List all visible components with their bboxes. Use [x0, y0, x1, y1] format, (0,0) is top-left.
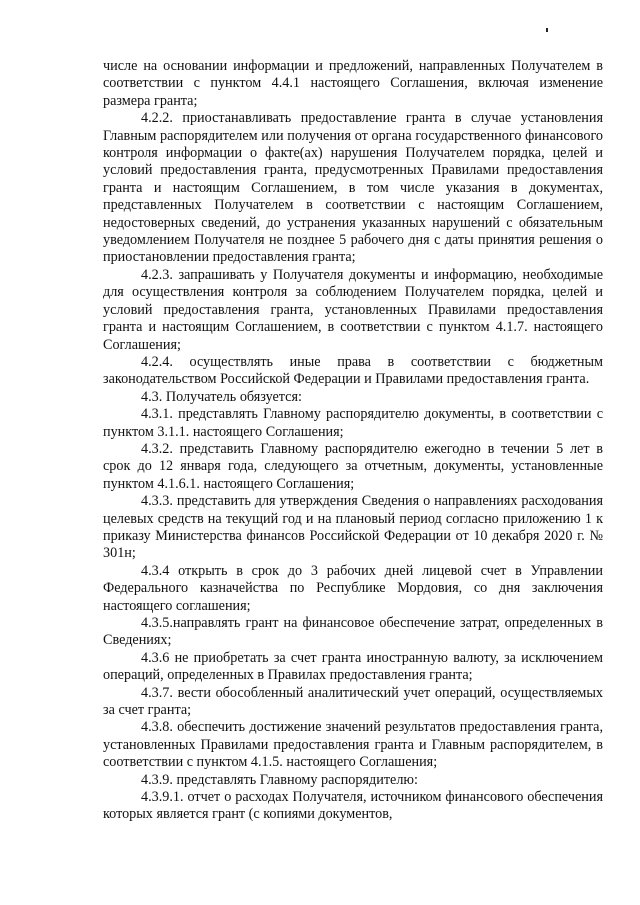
paragraph-4-2-2: 4.2.2. приостанавливать предоставление гранта в случае установления Главным распорядителем или получения от органа государственного финансового контроля информации о факте(ах) нарушения Получателем порядка, целей и условий предоставления гранта, предусмотренных Правилами предоставления гранта и настоящим Соглашением, в том числе указания в документах, представленных Получателем в соответствии с настоящим Соглашением, недостоверных сведений, до устранения указанных нарушений с обязательным уведомлением Получателя не позднее 5 рабочего дня с даты принятия решения о приостановлении предоставления гранта; [103, 110, 603, 266]
document-body [103, 58, 603, 824]
paragraph-4-3-3: 4.3.3. представить для утверждения Сведения о направлениях расходования целевых средств на текущий год и на плановый период согласно приложению 1 к приказу Министерства финансов Российской Федерации от 10 декабря 2020 г. № 301н; [103, 493, 603, 562]
paragraph-4-3-7: 4.3.7. вести обособленный аналитический учет операций, осуществляемых за счет гранта; [103, 684, 603, 719]
paragraph-4-3-5: 4.3.5.направлять грант на финансовое обеспечение затрат, определенных в Сведениях; [103, 615, 603, 649]
paragraph-4-2-3: 4.2.3. запрашивать у Получателя документы и информацию, необходимые для осуществления контроля за соблюдением Получателем порядка, целей и условий предоставления гранта, установленных Правилами предоставления гранта и настоящим Соглашением, в соответствии с пунктом 4.1.7. настоящего Соглашения; [103, 266, 603, 353]
paragraph-4-3-6: 4.3.6 не приобретать за счет гранта иностранную валюту, за исключением операций, определенных в Правилах предоставления гранта; [103, 649, 603, 684]
paragraph-4-3-9: 4.3.9. представлять Главному распорядителю: [141, 771, 418, 788]
paragraph-4-3-9-1: 4.3.9.1. отчет о расходах Получателя, источником финансового обеспечения которых является грант (с копиями документов, [103, 789, 603, 823]
paragraph-4-2-4: 4.2.4. осуществлять иные права в соответствии с бюджетным законодательством Российской Федерации и Правилами предоставления гранта. [103, 353, 603, 388]
paragraph-4-3: 4.3. Получатель обязуется: [141, 388, 302, 405]
paragraph-4-3-1: 4.3.1. представлять Главному распорядителю документы, в соответствии с пунктом 3.1.1. настоящего Соглашения; [103, 406, 603, 440]
paragraph-4-3-2: 4.3.2. представить Главному распорядителю ежегодно в течении 5 лет в срок до 12 января года, следующего за отчетным, документы, установленные пунктом 4.1.6.1. настоящего Соглашения; [103, 440, 603, 492]
scan-mark [546, 28, 548, 32]
paragraph-4-3-8: 4.3.8. обеспечить достижение значений результатов предоставления гранта, установленных Правилами предоставления гранта и Главным распорядителем, в соответствии с пунктом 4.1.5. настоящего Соглашения; [103, 719, 603, 771]
paragraph-4-3-4: 4.3.4 открыть в срок до 3 рабочих дней лицевой счет в Управлении Федерального казначейства по Республике Мордовия, со дня заключения настоящего соглашения; [103, 562, 603, 614]
paragraph-continuation: числе на основании информации и предложений, направленных Получателем в соответствии с пунктом 4.4.1 настоящего Соглашения, включая изменение размера гранта; [103, 58, 603, 109]
